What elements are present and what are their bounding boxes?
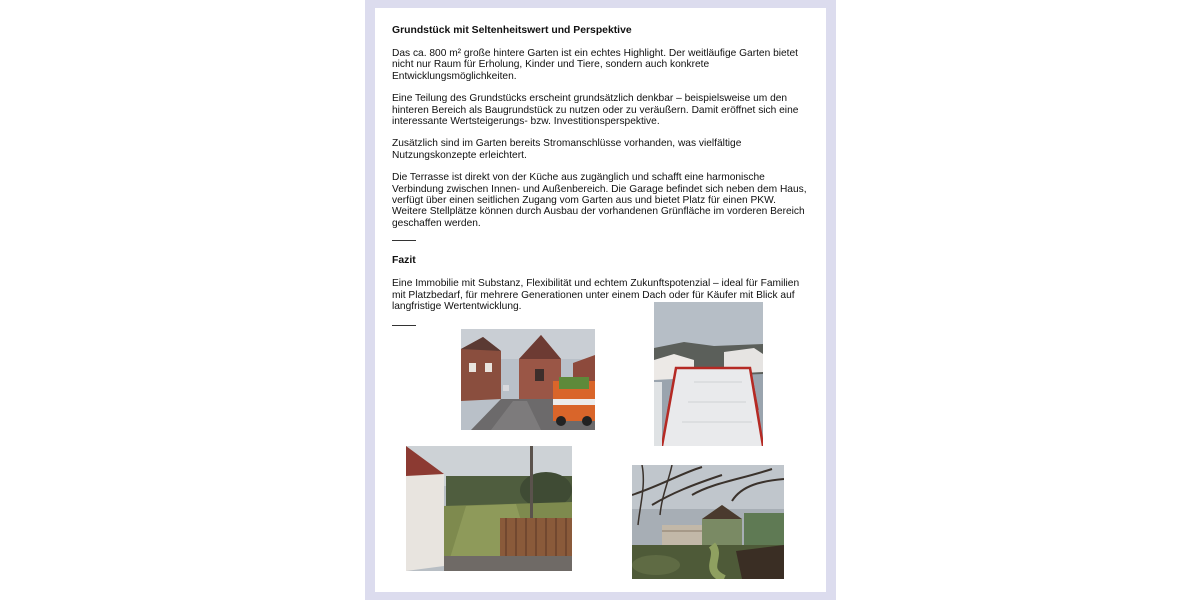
fazit-heading: Fazit xyxy=(392,255,416,267)
section-heading: Grundstück mit Seltenheitswert und Perspektive xyxy=(392,25,632,36)
photo-garden-fence xyxy=(406,446,572,571)
document-content xyxy=(392,25,812,326)
fazit-paragraph: Eine Immobilie mit Substanz, Flexibilität und echtem Zukunftspotenzial – ideal für Familien mit Platzbedarf, für mehrere Generationen unter einem Dach oder für Käufer mit Blick auf langfristige Wertentwicklung. xyxy=(392,278,800,313)
paragraph-division: Eine Teilung des Grundstücks erscheint grundsätzlich denkbar – beispielsweise um den hinteren Bereich als Baugrundstück zu nutzen oder zu veräußern. Damit eröffnet sich eine interessante Wertsteigerungs- bzw. Investitionsperspektive. xyxy=(392,93,799,128)
document-viewer[interactable] xyxy=(365,0,836,600)
photo-snowy-terrace xyxy=(654,302,763,446)
paragraph-terrace: Die Terrasse ist direkt von der Küche aus zugänglich und schafft eine harmonische Verbindung zwischen Innen- und Außenbereich. Die Garage befindet sich neben dem Haus, verfügt über einen seitlichen Zugang vom Garten aus und bietet Platz für einen PKW. Weitere Stellplätze können durch Ausbau der vorhandenen Grünfläche im vorderen Bereich geschaffen werden. xyxy=(392,172,807,229)
divider xyxy=(392,325,416,326)
paragraph-power: Zusätzlich sind im Garten bereits Stromanschlüsse vorhanden, was vielfältige Nutzungskonzepte erleichtert. xyxy=(392,138,742,161)
photo-garden-shed xyxy=(632,465,784,579)
divider xyxy=(392,240,416,241)
document-page xyxy=(375,8,826,592)
paragraph-garden: Das ca. 800 m² große hintere Garten ist ein echtes Highlight. Der weitläufige Garten bietet nicht nur Raum für Erholung, Kinder und Tiere, sondern auch konkrete Entwicklungsmöglichkeiten. xyxy=(392,48,799,82)
photo-street xyxy=(461,329,595,430)
